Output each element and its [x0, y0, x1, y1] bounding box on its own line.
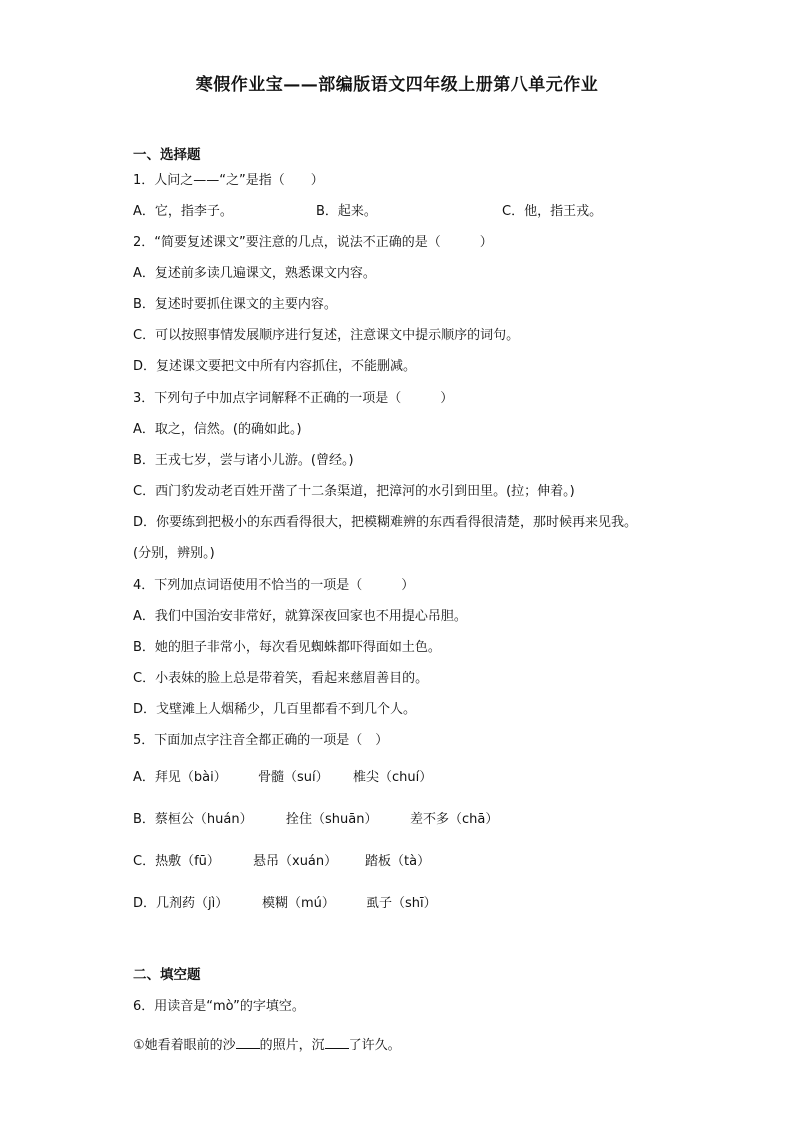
q5-d-word-1: D．几剂药（jì） — [133, 896, 229, 911]
section-heading-fill-in: 二、填空题 — [133, 967, 201, 983]
q3-option-b: B．王戎七岁，尝与诸小儿游。(曾经。) — [133, 453, 354, 468]
question-1-options — [133, 203, 602, 221]
q5-option-c — [133, 853, 430, 871]
q5-b-word-2: 拴住（shuān） — [286, 812, 378, 827]
q2-option-a: A．复述前多读几遍课文，熟悉课文内容。 — [133, 266, 376, 281]
q3-option-a: A．取之，信然。(的确如此。) — [133, 422, 302, 437]
q2-option-c: C．可以按照事情发展顺序进行复述，注意课文中提示顺序的词句。 — [133, 328, 520, 343]
q3-option-d-continued: (分别，辨别。) — [133, 546, 215, 561]
q5-option-a — [133, 769, 432, 787]
question-2-stem: 2．“简要复述课文”要注意的几点，说法不正确的是（ ） — [133, 235, 493, 250]
question-3-stem: 3．下列句子中加点字词解释不正确的一项是（ ） — [133, 391, 454, 406]
q2-option-d: D．复述课文要把文中所有内容抓住，不能删减。 — [133, 359, 417, 374]
fill-blank-1[interactable] — [236, 1035, 260, 1049]
q5-d-word-2: 模糊（mú） — [262, 896, 335, 911]
question-1-stem: 1．人问之——“之”是指（ ） — [133, 173, 324, 188]
q5-c-word-2: 悬吊（xuán） — [253, 854, 338, 869]
q4-option-b: B．她的胆子非常小，每次看见蜘蛛都吓得面如土色。 — [133, 640, 441, 655]
q5-a-word-1: A．拜见（bài） — [133, 770, 227, 785]
q6-s1-text-1: ①她看着眼前的沙 — [133, 1038, 236, 1053]
question-6-stem: 6．用读音是“mò”的字填空。 — [133, 999, 305, 1014]
q5-option-d — [133, 895, 437, 913]
q6-s1-text-3: 了许久。 — [348, 1038, 401, 1053]
question-4-stem: 4．下列加点词语使用不恰当的一项是（ ） — [133, 578, 415, 593]
q6-sentence-1 — [133, 1035, 401, 1055]
page-title: 寒假作业宝——部编版语文四年级上册第八单元作业 — [195, 75, 599, 95]
q5-a-word-3: 椎尖（chuí） — [353, 770, 433, 785]
q3-option-c: C．西门豹发动老百姓开凿了十二条渠道，把漳河的水引到田里。(拉；伸着。) — [133, 484, 575, 499]
q1-option-a: A．它，指李子。 — [133, 204, 233, 219]
fill-blank-2[interactable] — [325, 1035, 349, 1049]
q5-c-word-1: C．热敷（fū） — [133, 854, 220, 869]
q2-option-b: B．复述时要抓住课文的主要内容。 — [133, 297, 337, 312]
q5-d-word-3: 虱子（shī） — [366, 896, 437, 911]
q5-b-word-1: B．蔡桓公（huán） — [133, 812, 253, 827]
q1-option-b: B．起来。 — [316, 204, 377, 219]
q4-option-d: D．戈壁滩上人烟稀少，几百里都看不到几个人。 — [133, 702, 417, 717]
q5-a-word-2: 骨髓（suí） — [258, 770, 329, 785]
q1-option-c: C．他，指王戎。 — [502, 204, 603, 219]
q5-b-word-3: 差不多（chā） — [410, 812, 499, 827]
q4-option-a: A．我们中国治安非常好，就算深夜回家也不用提心吊胆。 — [133, 609, 467, 624]
q4-option-c: C．小表妹的脸上总是带着笑，看起来慈眉善目的。 — [133, 671, 429, 686]
q5-option-b — [133, 811, 498, 829]
q5-c-word-3: 踏板（tà） — [365, 854, 431, 869]
section-heading-choice: 一、选择题 — [133, 147, 201, 163]
q6-s1-text-2: 的照片，沉 — [259, 1038, 325, 1053]
question-5-stem: 5．下面加点字注音全都正确的一项是（ ） — [133, 733, 389, 748]
q3-option-d: D．你要练到把极小的东西看得很大，把模糊难辨的东西看得很清楚，那时候再来见我。 — [133, 515, 638, 530]
